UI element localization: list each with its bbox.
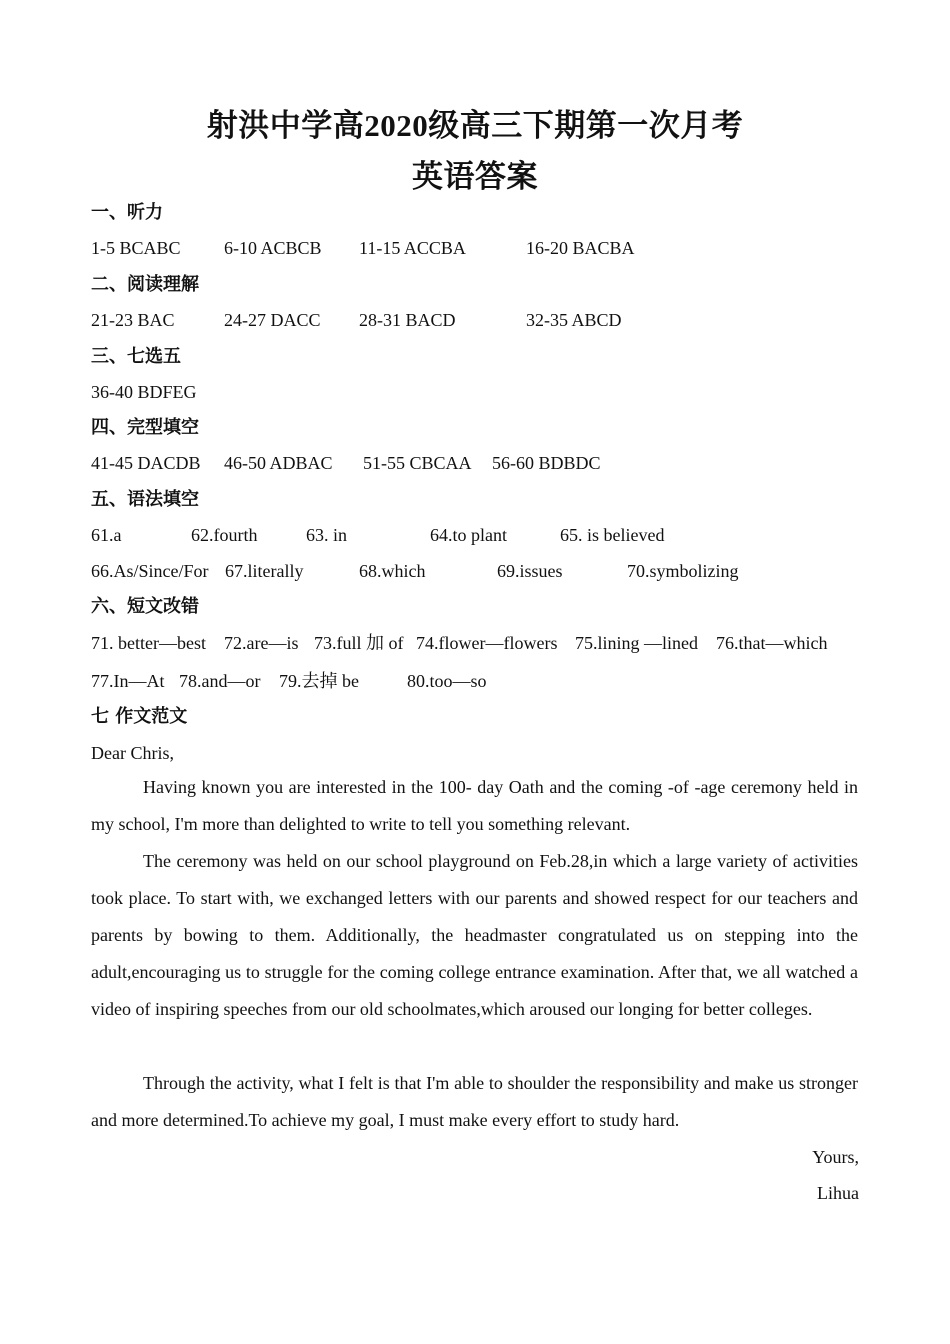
section-heading-seven-five: 三、七选五: [91, 346, 181, 367]
answer-group: 11-15 ACCBA: [359, 238, 466, 258]
answer-item: 73.full 加 of: [314, 633, 404, 653]
answer-item: 68.which: [359, 561, 426, 581]
essay-paragraph-1: Having known you are interested in the 100- day Oath and the coming -of -age ceremony held in my school, I'm more than delighted to write to tell you something relevant.: [91, 777, 858, 834]
answer-item: 77.In—At: [91, 671, 165, 691]
answer-item: 67.literally: [225, 561, 304, 581]
page-title: 射洪中学高2020级高三下期第一次月考: [206, 108, 744, 143]
answer-item: 66.As/Since/For: [91, 561, 209, 581]
answer-item: 61.a: [91, 525, 122, 545]
answer-group: 28-31 BACD: [359, 310, 456, 330]
answer-group: 32-35 ABCD: [526, 310, 622, 330]
section-heading-reading: 二、阅读理解: [91, 274, 199, 295]
answer-item: 63. in: [306, 525, 348, 545]
answer-item: 76.that—which: [716, 633, 828, 653]
answer-group: 56-60 BDBDC: [492, 453, 601, 473]
answer-item: 74.flower—flowers: [416, 633, 558, 653]
answer-item: 71. better—best: [91, 633, 206, 653]
essay-paragraph-3: Through the activity, what I felt is that I'm able to shoulder the responsibility and make us stronger and more determined.To achieve my goal, I must make every effort to study hard.: [91, 1073, 858, 1130]
answer-group: 51-55 CBCAA: [363, 453, 472, 473]
section-heading-correction: 六、短文改错: [91, 596, 199, 617]
page-subtitle: 英语答案: [412, 159, 538, 194]
answer-group: 21-23 BAC: [91, 310, 175, 330]
answer-item: 75.lining —lined: [575, 633, 698, 653]
section-heading-essay: 七 作文范文: [91, 706, 188, 727]
answer-group: 36-40 BDFEG: [91, 382, 197, 402]
essay-salutation: Dear Chris,: [91, 743, 174, 763]
answer-group: 46-50 ADBAC: [224, 453, 333, 473]
answer-item: 64.to plant: [430, 525, 507, 545]
answer-item: 62.fourth: [191, 525, 258, 545]
answer-group: 41-45 DACDB: [91, 453, 201, 473]
answer-group: 1-5 BCABC: [91, 238, 181, 258]
section-heading-grammar: 五、语法填空: [91, 489, 199, 510]
answer-group: 6-10 ACBCB: [224, 238, 322, 258]
essay-closing: Yours,: [812, 1147, 859, 1167]
answer-item: 78.and—or: [179, 671, 261, 691]
answer-group: 24-27 DACC: [224, 310, 321, 330]
answer-item: 65. is believed: [560, 525, 665, 545]
answer-group: 16-20 BACBA: [526, 238, 635, 258]
answer-item: 72.are—is: [224, 633, 299, 653]
essay-paragraph-2: The ceremony was held on our school playground on Feb.28,in which a large variety of activities took place. To start with, we exchanged letters with our parents and showed respect for our teachers and parents by bowing to them. Additionally, the headmaster congratulated us on stepping into the adult,encouraging us to struggle for the coming college entrance examination. After that, we all watched a video of inspiring speeches from our old schoolmates,which aroused our longing for better colleges.: [91, 851, 858, 1019]
section-heading-listening: 一、听力: [91, 202, 163, 223]
answer-item: 70.symbolizing: [627, 561, 739, 581]
answer-item: 69.issues: [497, 561, 563, 581]
answer-item: 80.too—so: [407, 671, 487, 691]
section-heading-cloze: 四、完型填空: [91, 417, 199, 438]
answer-item: 79.去掉 be: [279, 671, 359, 691]
essay-signature: Lihua: [817, 1183, 859, 1203]
